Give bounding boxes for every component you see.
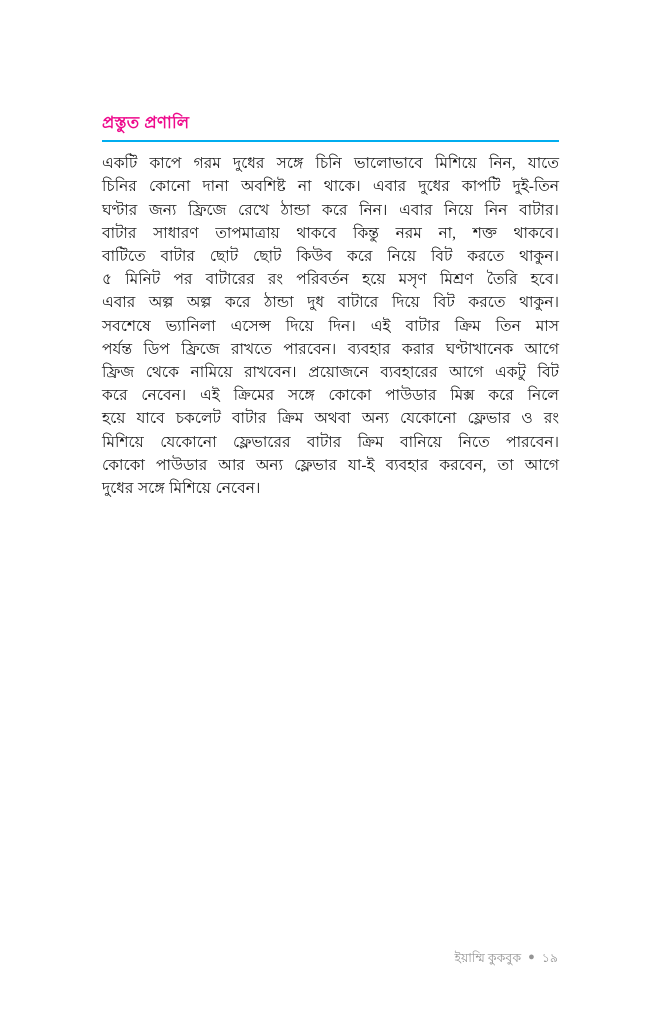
- text-word: প্রয়োজনে: [308, 363, 369, 381]
- text-word: ফ্লেভার: [467, 410, 511, 428]
- page-title: প্রস্তুত প্রণালি: [102, 114, 190, 132]
- text-word: থাকে।: [323, 178, 361, 196]
- text-word: বাটিতে: [102, 248, 146, 266]
- text-word: ক্রিমের: [233, 387, 275, 405]
- text-word: ভ্যানিলা: [165, 317, 216, 335]
- text-word: সঙ্গে: [137, 479, 165, 497]
- text-word: সঙ্গে: [276, 155, 304, 173]
- text-word: কোনো: [149, 178, 191, 196]
- text-word: নিয়ে: [387, 248, 417, 266]
- text-word: করে: [488, 387, 514, 405]
- text-word: ফ্রিজে: [181, 340, 220, 358]
- text-word: দুধের: [418, 178, 450, 196]
- text-line: [102, 315, 559, 338]
- text-word: ফ্লেভারের: [233, 433, 291, 451]
- text-word: নামিয়ে: [190, 363, 233, 381]
- text-word: মিশিয়ে: [169, 479, 211, 497]
- text-word: নিয়ে: [444, 201, 473, 219]
- text-word: পরিবর্তন: [296, 271, 349, 289]
- text-word: রেখে: [238, 201, 270, 219]
- text-word: ঠান্ডা: [264, 294, 294, 312]
- text-word: করে: [321, 201, 348, 219]
- text-word: ঠান্ডা: [280, 201, 311, 219]
- text-word: ব্যবহার: [385, 456, 429, 474]
- text-word: দিন।: [328, 317, 356, 335]
- text-word: রং: [267, 271, 283, 289]
- text-word: পাউডার: [385, 387, 437, 405]
- text-word: ব্যবহারের: [380, 363, 438, 381]
- bullet-icon: ●: [528, 951, 535, 964]
- text-word: মিক্স: [450, 387, 475, 405]
- text-word: ঘণ্টার: [102, 201, 138, 219]
- text-word: থাকুন।: [519, 294, 559, 312]
- text-word: কিন্তু: [353, 224, 379, 242]
- text-word: বাটার: [160, 248, 195, 266]
- text-word: ফ্লেভার: [294, 456, 337, 474]
- text-word: তাপমাত্রায়: [215, 224, 280, 242]
- text-word: দুধ: [307, 294, 324, 312]
- text-word: আর: [218, 456, 245, 474]
- text-word: জন্য: [148, 201, 177, 219]
- text-word: থাকবে: [296, 224, 337, 242]
- text-word: সবশেষে: [102, 317, 151, 335]
- text-word: কাপে: [149, 155, 182, 173]
- text-word: এই: [370, 317, 391, 335]
- text-word: অথবা: [314, 410, 351, 428]
- text-line: [102, 454, 559, 477]
- text-line: [102, 291, 559, 314]
- text-word: এসেন্স: [230, 317, 271, 335]
- text-line: [102, 268, 559, 291]
- text-word: ব্যবহার: [347, 340, 391, 358]
- text-word: করে: [102, 387, 128, 405]
- text-word: মাস: [535, 317, 559, 335]
- text-word: এবার: [399, 201, 433, 219]
- text-word: যা-ই: [347, 456, 375, 474]
- text-line: [102, 152, 559, 175]
- text-word: মিশ্রণ: [439, 271, 474, 289]
- text-word: ক্রিম: [357, 433, 384, 451]
- text-word: ক্রিম: [454, 317, 481, 335]
- text-word: আগে: [449, 363, 484, 381]
- text-line: [102, 407, 559, 430]
- text-word: নরম: [395, 224, 422, 242]
- text-word: করার: [401, 340, 435, 358]
- text-word: সঙ্গে: [287, 387, 315, 405]
- text-word: ছোট: [209, 248, 239, 266]
- page-number: ১৯: [541, 950, 558, 965]
- text-word: ও: [521, 410, 533, 428]
- text-word: বাটার: [102, 224, 137, 242]
- text-word: দুধের: [102, 479, 134, 497]
- text-word: অন্য: [361, 410, 389, 428]
- text-word: করবেন,: [439, 456, 487, 474]
- text-word: পাউডার: [156, 456, 208, 474]
- text-word: ৫: [102, 271, 112, 289]
- text-word: বাটারের: [205, 271, 255, 289]
- text-word: বাটার: [306, 433, 342, 451]
- text-line: [102, 199, 559, 222]
- text-word: নিন।: [359, 201, 388, 219]
- page-content: [102, 112, 559, 500]
- text-word: অল্প: [148, 294, 174, 312]
- text-word: থেকে: [145, 363, 179, 381]
- text-word: কাপটি: [461, 178, 501, 196]
- footer-book-title: ইয়াম্মি কুকবুক: [454, 950, 522, 965]
- text-word: নিন: [484, 201, 508, 219]
- text-word: দিয়ে: [285, 317, 314, 335]
- text-word: বাটার: [231, 410, 267, 428]
- text-word: অবশিষ্ট: [240, 178, 286, 196]
- text-word: দানা: [202, 178, 229, 196]
- text-word: তৈরি: [486, 271, 518, 289]
- text-word: দুই-তিন: [512, 178, 559, 196]
- text-word: আগে: [524, 456, 559, 474]
- text-line: [102, 245, 559, 268]
- heading-divider: [102, 140, 559, 142]
- text-line: [102, 431, 559, 454]
- text-word: কিউব: [296, 248, 333, 266]
- text-word: নিতে: [458, 433, 490, 451]
- text-word: থাকুন।: [519, 248, 559, 266]
- text-word: ভালোভাবে: [354, 155, 423, 173]
- text-word: হয়ে: [362, 271, 386, 289]
- text-word: ছোট: [253, 248, 282, 266]
- text-word: দিয়ে: [391, 294, 420, 312]
- text-word: শক্ত: [472, 224, 497, 242]
- text-word: পারবেন।: [506, 433, 559, 451]
- text-word: একটি: [102, 155, 138, 173]
- text-word: নেবেন।: [141, 387, 187, 405]
- text-word: রাখবেন।: [244, 363, 297, 381]
- text-word: পারবেন।: [283, 340, 337, 358]
- text-line: [102, 384, 559, 407]
- text-word: ফ্রিজ: [102, 363, 135, 381]
- text-word: যেকোনো: [160, 433, 217, 451]
- text-line: [102, 175, 559, 198]
- text-word: আগে: [524, 340, 559, 358]
- text-word: ডিপ: [143, 340, 170, 358]
- text-word: চকলেট: [175, 410, 221, 428]
- text-word: ক্রিম: [277, 410, 304, 428]
- text-word: হবে।: [530, 271, 559, 289]
- text-word: অল্প: [186, 294, 212, 312]
- text-word: যাতে: [527, 155, 559, 173]
- text-word: একটু: [495, 363, 526, 381]
- text-word: বাটার।: [519, 201, 559, 219]
- text-word: থাকবে।: [513, 224, 559, 242]
- text-word: এবার: [102, 294, 136, 312]
- text-word: করতে: [468, 294, 506, 312]
- text-word: ঘণ্টাখানেক: [445, 340, 514, 358]
- text-line: [102, 361, 559, 384]
- text-word: মিশিয়ে: [102, 433, 144, 451]
- text-word: চিনি: [315, 155, 342, 173]
- text-word: নেবেন।: [215, 479, 261, 497]
- text-word: নিন,: [488, 155, 516, 173]
- text-word: যাবে: [136, 410, 165, 428]
- text-line: [102, 338, 559, 361]
- page-footer: [454, 952, 558, 965]
- text-word: কোকো: [102, 456, 145, 474]
- text-word: বিট: [430, 248, 453, 266]
- text-word: মসৃণ: [398, 271, 427, 289]
- text-word: তা: [497, 456, 514, 474]
- text-word: মিশিয়ে: [434, 155, 477, 173]
- text-word: এই: [200, 387, 220, 405]
- text-word: পর্যন্ত: [102, 340, 132, 358]
- text-word: চিনির: [102, 178, 137, 196]
- text-word: সাধারণ: [153, 224, 199, 242]
- text-word: এবার: [372, 178, 407, 196]
- text-word: অন্য: [255, 456, 283, 474]
- recipe-method-paragraph: [102, 152, 559, 500]
- text-word: তিন: [495, 317, 521, 335]
- text-word: কোকো: [328, 387, 372, 405]
- text-word: নিলে: [527, 387, 559, 405]
- text-word: ফ্রিজে: [188, 201, 227, 219]
- text-word: না,: [438, 224, 456, 242]
- text-word: বিট: [537, 363, 559, 381]
- text-word: বিট: [433, 294, 455, 312]
- text-word: হয়ে: [102, 410, 126, 428]
- text-word: দুধের: [233, 155, 265, 173]
- text-word: যেকোনো: [400, 410, 457, 428]
- text-word: বাটার: [405, 317, 440, 335]
- text-word: গরম: [193, 155, 221, 173]
- text-word: না: [297, 178, 312, 196]
- text-line: [102, 222, 559, 245]
- text-word: বাটারে: [337, 294, 379, 312]
- text-word: মিনিট: [125, 271, 161, 289]
- text-word: করে: [346, 248, 373, 266]
- text-line: [102, 477, 559, 500]
- text-word: করে: [224, 294, 251, 312]
- text-word: করতে: [467, 248, 505, 266]
- text-word: বানিয়ে: [400, 433, 442, 451]
- text-word: রাখতে: [231, 340, 272, 358]
- text-word: পর: [173, 271, 193, 289]
- text-word: রং: [543, 410, 559, 428]
